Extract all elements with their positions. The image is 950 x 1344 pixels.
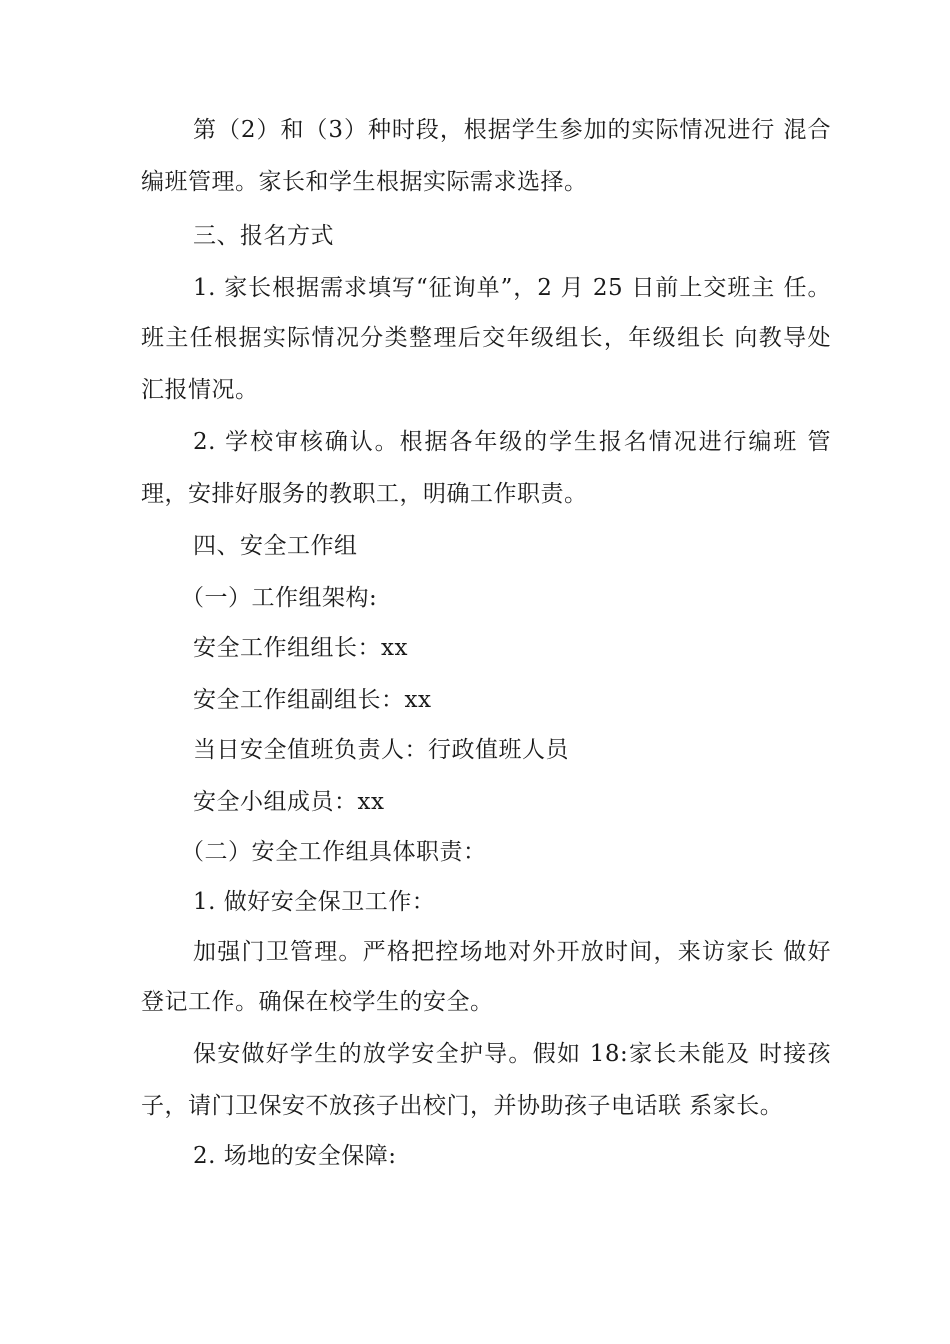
paragraph-line: 汇报情况。 [141, 377, 259, 403]
paragraph-line: 加强门卫管理。严格把控场地对外开放时间，来访家长 做好 [193, 939, 831, 965]
paragraph-line: 1. 家长根据需求填写“征询单”，2 月 25 日前上交班主 任。 [193, 275, 831, 301]
list-item: 安全小组成员：xx [193, 789, 385, 815]
list-item: 安全工作组副组长：xx [193, 687, 432, 713]
subsection-heading: （二）安全工作组具体职责： [181, 839, 487, 865]
paragraph-line: 2. 学校审核确认。根据各年级的学生报名情况进行编班 管 [193, 429, 831, 455]
list-item: 当日安全值班负责人：行政值班人员 [193, 737, 569, 763]
list-item: 1. 做好安全保卫工作： [193, 889, 436, 915]
section-heading: 三、报名方式 [193, 223, 334, 249]
paragraph-line: 班主任根据实际情况分类整理后交年级组长，年级组长 向教导处 [141, 325, 831, 351]
paragraph-line: 理，安排好服务的教职工，明确工作职责。 [141, 481, 588, 507]
paragraph-line: 保安做好学生的放学安全护导。假如 18:家长未能及 时接孩 [193, 1041, 831, 1067]
subsection-heading: （一）工作组架构: [181, 585, 378, 611]
section-heading: 四、安全工作组 [193, 533, 358, 559]
paragraph-line: 登记工作。确保在校学生的安全。 [141, 989, 494, 1015]
paragraph-line: 第（2）和（3）种时段，根据学生参加的实际情况进行 混合 [193, 117, 831, 143]
paragraph-line: 子，请门卫保安不放孩子出校门，并协助孩子电话联 系家长。 [141, 1093, 784, 1119]
list-item: 安全工作组组长：xx [193, 635, 408, 661]
paragraph-line: 编班管理。家长和学生根据实际需求选择。 [141, 169, 588, 195]
list-item: 2. 场地的安全保障: [193, 1143, 397, 1169]
